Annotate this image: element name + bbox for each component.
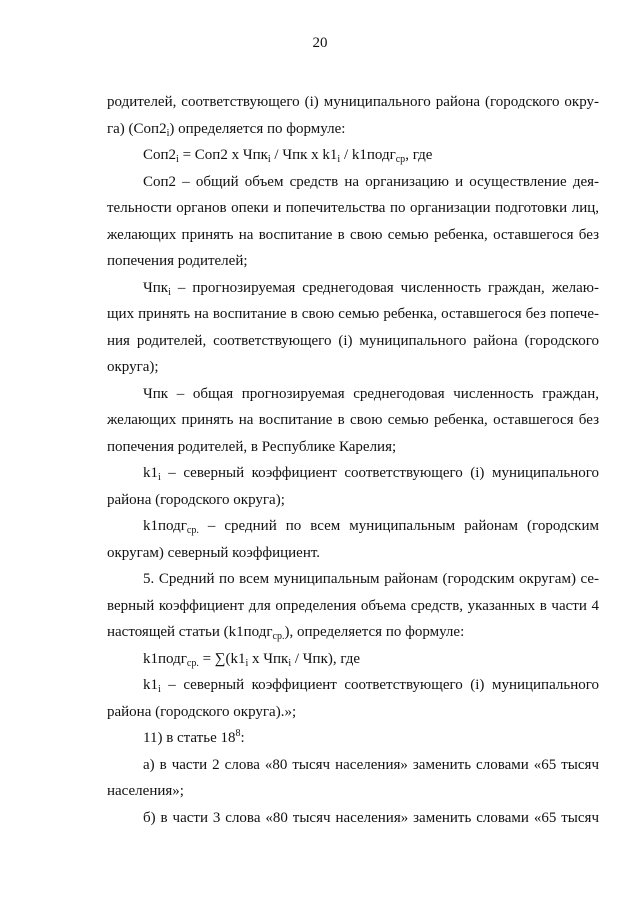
text-run: k1 [143,465,158,481]
subscript: i [158,472,161,483]
document-body [107,89,599,831]
text-run: района (городского округа); [107,491,285,508]
text-line [107,142,599,169]
text-run: верный коэффициент для определения объема средств, указанных в части 4 [107,597,599,614]
text-run: : [240,730,245,746]
text-run: б) в части 3 слова «80 тысяч населения» заменить словами «65 тысяч [143,809,599,826]
text-run: – северный коэффициент соответствующего (i) муниципального [160,465,599,481]
subscript: ср. [186,525,199,536]
text-line [107,275,599,302]
text-run: округа); [107,359,159,375]
text-run: ) определяется по формуле: [169,120,346,137]
text-line [107,805,599,832]
text-run: населения»; [107,783,184,799]
text-line [107,646,599,673]
subscript: i [267,154,271,165]
text-line [107,407,599,434]
text-run: Соп2 [143,147,177,163]
text-line [107,301,599,328]
text-run: = ∑(k1 [198,650,246,667]
subscript: i [176,154,179,165]
text-run: а) в части 2 слова «80 тысяч населения» заменить словами «65 тысяч [143,756,599,773]
page-number: 20 [312,35,328,51]
text-line [107,672,599,699]
text-run: округам) северный коэффициент. [107,544,321,561]
text-line [107,248,599,275]
text-run: / Чпк х k1 [270,147,338,163]
text-line [107,619,599,646]
text-run: попечения родителей, в Республике Карелия; [107,438,397,455]
text-run: Чпк – общая прогнозируемая среднегодовая численность граждан, [143,385,599,402]
text-run: га) (Соп2 [107,120,167,137]
subscript: i [158,684,161,695]
text-line [107,354,599,381]
text-line [107,381,599,408]
subscript: i [245,657,249,669]
text-run: тельности органов опеки и попечительства по организации подготовки лиц, [107,200,599,216]
subscript: ср. [186,657,199,669]
text-run: желающих принять на воспитание в свою семью ребенка, оставшегося без [107,226,599,243]
text-run: попечения родителей; [107,253,248,269]
text-line [107,778,599,805]
text-line [107,222,599,249]
subscript: ср [395,154,406,165]
text-run: / k1подг [340,147,396,163]
text-line [107,328,599,355]
text-run: района (городского округа).»; [107,703,297,720]
text-line [107,593,599,620]
text-run: k1подг [143,650,187,667]
text-run: k1подг [143,518,187,534]
text-run: – прогнозируемая среднегодовая численность граждан, желаю- [170,279,599,296]
text-run: ), определяется по формуле: [284,624,465,640]
text-run: k1 [143,677,158,693]
text-line [107,513,599,540]
text-line [107,195,599,222]
superscript: 8 [235,728,241,739]
subscript: ср. [272,631,285,642]
text-line [107,752,599,779]
text-run: / Чпк), где [291,650,361,667]
text-line [107,89,599,116]
text-run: – средний по всем муниципальным районам (городским [198,518,599,534]
text-run: 11) в статье 18 [143,730,236,746]
subscript: i [288,657,292,669]
text-line [107,460,599,487]
text-run: родителей, соответствующего (i) муниципального района (городского окру- [107,94,599,110]
text-run: х Чпк [248,650,289,667]
text-line [107,540,599,567]
subscript: i [168,286,171,298]
text-run: желающих принять на воспитание в свою семью ребенка, оставшегося без [107,412,599,428]
text-run: 5. Средний по всем муниципальным районам (городским округам) се- [143,571,599,587]
text-line [107,725,599,752]
subscript: i [166,127,170,139]
text-line [107,169,599,196]
text-run: Соп2 – общий объем средств на организацию и осуществление дея- [143,173,599,190]
text-run: Чпк [143,279,169,296]
text-run: = Соп2 х Чпк [178,147,268,163]
text-run: – северный коэффициент соответствующего (i) муниципального [160,677,599,693]
text-line [107,116,599,143]
subscript: i [337,154,341,165]
text-line [107,566,599,593]
text-run: настоящей статьи (k1подг [107,624,273,640]
text-line [107,434,599,461]
text-run: , где [405,147,433,163]
text-line [107,699,599,726]
text-run: щих принять на воспитание в свою семью ребенка, оставшегося без попече- [107,306,599,322]
text-run: ния родителей, соответствующего (i) муниципального района (городского [107,332,599,349]
text-line [107,487,599,514]
